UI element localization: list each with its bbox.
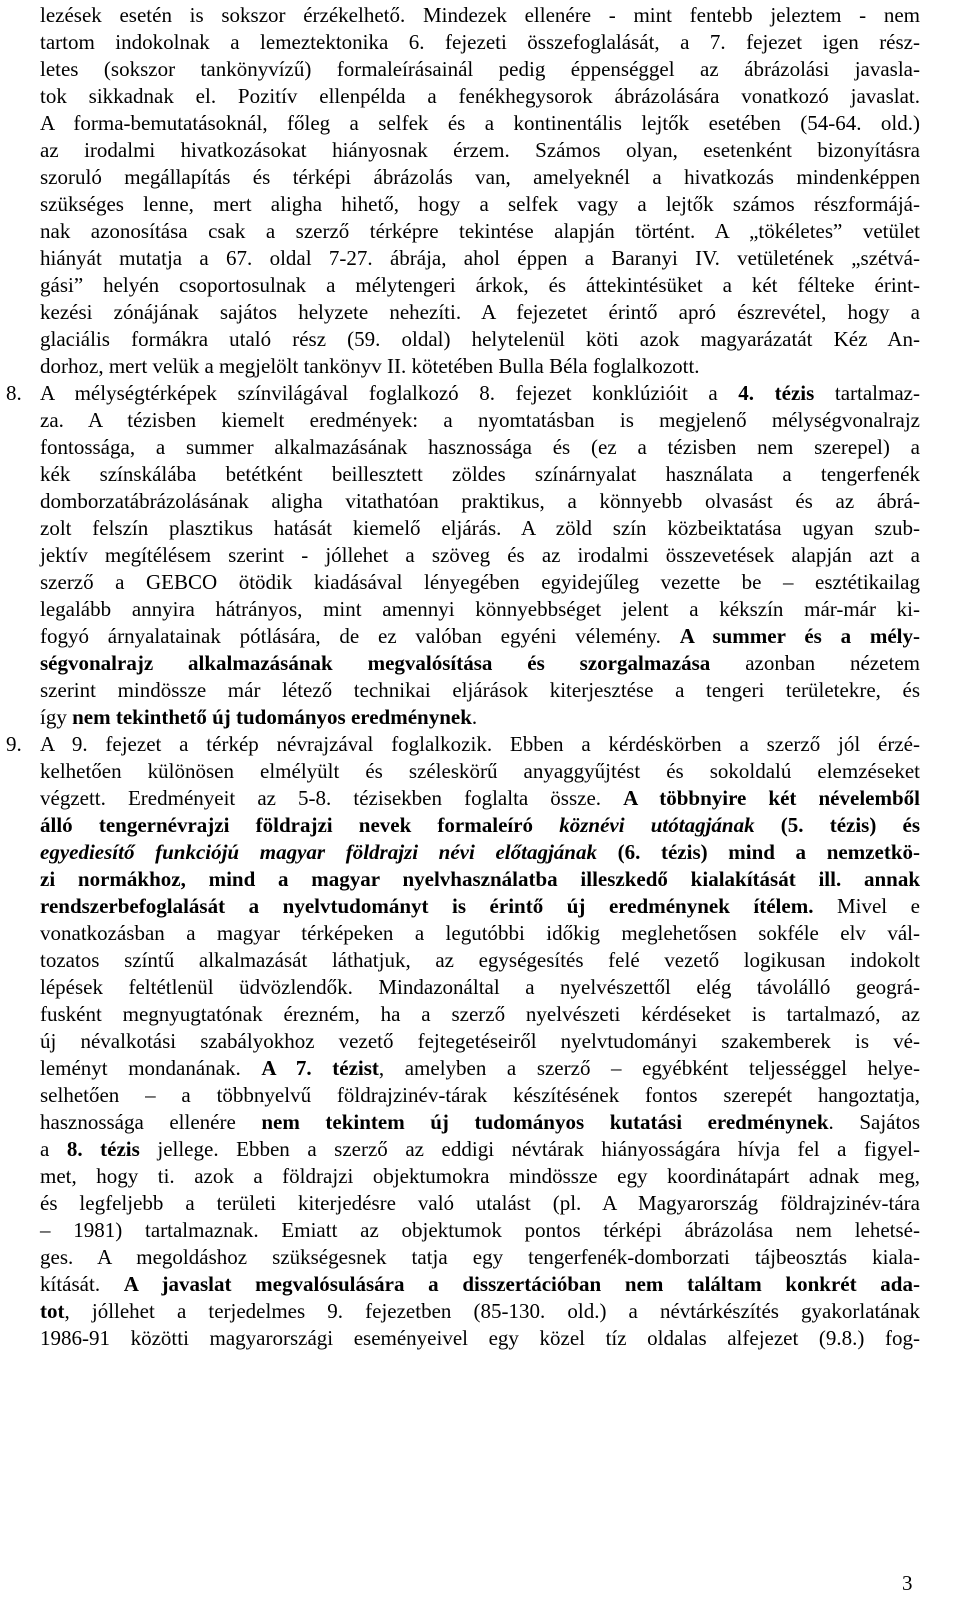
item9-line: ges. A megoldáshoz szükségesnek tatja egy tengerfenék-domborzati tájbeosztás kiala-: [40, 1245, 920, 1269]
item9-line: lépések feltétlenül üdvözlendők. Mindazonáltal a nyelvészettől elég távolálló geográ-: [40, 975, 920, 999]
item9-line: [40, 1271, 920, 1298]
item9-line: új névalkotási szabályokhoz vezető fejtegetéseiről nyelvtudományi szakemberek is vé-: [40, 1029, 920, 1053]
bold-span: (5. tézis) és: [754, 813, 920, 837]
item8-line: domborzatábrázolásának aligha vitathatóan praktikus, a könnyebb olvasást és az ábrá-: [40, 489, 920, 513]
item9-line: fusként megnyugtatónak érezném, ha a szerző nyelvészeti kérdéseket is tartalmazó, az: [40, 1002, 920, 1026]
item8-line: legalább annyira hátrányos, mint amennyi könnyebbséget jelent a kékszín már-már ki-: [40, 597, 920, 621]
bold-span: nem tekintem új tudományos kutatási eredménynek: [261, 1110, 829, 1134]
paragraph-line: szükséges lenne, mert aligha hihető, hogy a selfek vagy a lejtők számos részformájá-: [40, 192, 920, 216]
item-number: 8.: [6, 381, 22, 405]
text-span: fogyó árnyalatainak pótlására, de ez valóban egyéni vélemény.: [40, 624, 680, 648]
item-number: 9.: [6, 732, 22, 756]
item9-line: 1986-91 közötti magyarországi eseményeivel egy közel tíz oldalas alfejezet (9.8.) fog-: [40, 1326, 920, 1350]
item9-line: [40, 839, 920, 866]
item8-line: [40, 623, 920, 650]
paragraph-line: az irodalmi hivatkozásokat hiányosnak érzem. Számos olyan, esetenként bizonyításra: [40, 138, 920, 162]
item9-line: [40, 812, 920, 839]
item9-line: A 9. fejezet a térkép névrajzával foglalkozik. Ebben a kérdéskörben a szerző jól érzé-: [40, 732, 920, 756]
bold-italic-span: [40, 840, 597, 864]
text-span: , jóllehet a terjedelmes 9. fejezetben (85-130. old.) a névtárkészítés gyakorlatának: [64, 1299, 920, 1323]
text-span: így: [40, 705, 73, 729]
text-span: hasznossága ellenére: [40, 1110, 262, 1134]
item8-line: [40, 704, 920, 731]
bold-span: A többnyire két névelemből: [623, 786, 920, 810]
bold-italic-span: [559, 813, 754, 837]
text-span: a: [40, 1137, 67, 1161]
bold-span: tot: [40, 1299, 65, 1323]
item9-line: vonatkozásban a magyar térképeken a legutóbbi időkig meglehetősen sokféle elv vál-: [40, 921, 920, 945]
item8-line: zolt felszín plasztikus hatását kiemelő eljárás. A zöld szín közbeiktatása ugyan szub-: [40, 516, 920, 540]
item8-line: [40, 650, 920, 677]
text-span: azonban nézetem: [710, 651, 920, 675]
bold-span: 8. tézis: [66, 1137, 140, 1161]
paragraph-line: tok sikkadnak el. Pozitív ellenpélda a fenékhegysorok ábrázolására vonatkozó javaslat.: [40, 84, 920, 108]
item9-line: és legfeljebb a területi kiterjedésre való utalást (pl. A Magyarország földrajzinév-tára: [40, 1191, 920, 1215]
bold-span: zi normákhoz, mind a magyar nyelvhasználatba illeszkedő kialakítását ill. annak: [40, 867, 920, 891]
bold-span: (6. tézis) mind a nemzetkö-: [596, 840, 920, 864]
italic-span: köznévi utótagjának: [559, 813, 755, 837]
text-span: tartalmaz-: [814, 381, 920, 405]
paragraph-line: lezések esetén is sokszor érzékelhető. Mindezek ellenére - mint fentebb jeleztem - nem: [40, 3, 920, 27]
text-span: , amelyben a szerző – egyébként teljességgel helye-: [378, 1056, 920, 1080]
item9-line: [40, 1298, 920, 1325]
bold-span: 4. tézis: [738, 381, 815, 405]
paragraph-line: dorhoz, mert velük a megjelölt tankönyv II. kötetében Bulla Béla foglalkozott.: [40, 354, 700, 378]
item8-line: kék színskálába betétként beillesztett zöldes színárnyalat használata a tengerfenék: [40, 462, 920, 486]
paragraph-line: gási” helyén csoportosulnak a mélytengeri árkok, és áttekintésüket a két félteke érint-: [40, 273, 920, 297]
paragraph-line: nak azonosítása csak a szerző térképre tekintése alapján történt. A „tökéletes” vetület: [40, 219, 920, 243]
italic-span: egyediesítő funkciójú magyar földrajzi névi előtagjának: [40, 840, 597, 864]
item9-line: [40, 866, 920, 893]
text-span: kítását.: [40, 1272, 124, 1296]
paragraph-line: hiányát mutatja a 67. oldal 7-27. ábrája, ahol éppen a Baranyi IV. vetületének „szétvá-: [40, 246, 920, 270]
item8-line: szerző a GEBCO ötödik kiadásával lényegében egyidejűleg vezette be – esztétikailag: [40, 570, 920, 594]
item9-line: – 1981) tartalmaznak. Emiatt az objektumok pontos térképi ábrázolása nem lehetsé-: [40, 1218, 920, 1242]
paragraph-line: glaciális formákra utaló rész (59. oldal) helytelenül köti azok magyarázatát Kéz An-: [40, 327, 920, 351]
bold-span: ségvonalrajz alkalmazásának megvalósítása és szorgalmazása: [40, 651, 711, 675]
item9-line: [40, 785, 920, 812]
item9-line: tozatos színtű alkalmazását láthatjuk, az egységesítés felé vezető logikusan indokolt: [40, 948, 920, 972]
text-span: .: [471, 705, 478, 729]
item9-line: met, hogy ti. azok a földrajzi objektumokra mindössze egy koordinátapárt adnak meg,: [40, 1164, 920, 1188]
bold-span: rendszerbefoglalását a nyelvtudományt is érintő új eredménynek ítélem.: [40, 894, 814, 918]
text-span: végzett. Eredményeit az 5-8. tézisekben foglalta össze.: [40, 786, 624, 810]
item9-line: [40, 1109, 920, 1136]
paragraph-line: tartom indokolnak a lemeztektonika 6. fejezeti összefoglalását, a 7. fejezet igen rész-: [40, 30, 920, 54]
paragraph-line: letes (sokszor tankönyvízű) formaleírásainál pedig éppenséggel az ábrázolási javasla-: [40, 57, 920, 81]
paragraph-line: A forma-bemutatásoknál, főleg a selfek és a kontinentális lejtők esetében (54-64. old.): [40, 111, 920, 135]
item8-line: jektív megítélésem szerint - jóllehet a szöveg és az irodalmi összevetések alapján azt a: [40, 543, 920, 567]
text-span: leményt mondanának.: [40, 1056, 262, 1080]
bold-span: álló tengernévrajzi földrajzi nevek formaleíró: [40, 813, 560, 837]
page-number: 3: [902, 1571, 913, 1595]
bold-span: A 7. tézist: [261, 1056, 379, 1080]
bold-span: nem tekinthető új tudományos eredménynek: [72, 705, 472, 729]
text-span: . Sajátos: [828, 1110, 920, 1134]
item8-line: szerint mindössze már létező technikai eljárások kiterjesztése a tengeri területekre, és: [40, 678, 920, 702]
bold-span: A summer és a mély-: [679, 624, 920, 648]
bold-span: A javaslat megvalósulására a disszertációban nem találtam konkrét ada-: [123, 1272, 920, 1296]
item9-line: [40, 1055, 920, 1082]
item9-line: selhetően – a többnyelvű földrajzinév-tárak készítésének fontos szerepét hangoztatja,: [40, 1083, 920, 1107]
item8-line: za. A tézisben kiemelt eredmények: a nyomtatásban is megjelenő mélységvonalrajz: [40, 408, 920, 432]
paragraph-line: szoruló megállapítás és térképi ábrázolás van, amelyeknél a hivatkozás mindenképpen: [40, 165, 920, 189]
item9-line: [40, 893, 920, 920]
item9-line: kelhetően különösen elmélyült és széleskörű anyaggyűjtést és sokoldalú elemzéseket: [40, 759, 920, 783]
paragraph-line: kezési zónájának sajátos helyzete nehezíti. A fejezetet érintő apró észrevétel, hogy a: [40, 300, 920, 324]
item8-line: fontossága, a summer alkalmazásának hasznossága és (ez a tézisben nem szerepel) a: [40, 435, 920, 459]
item9-line: [40, 1136, 920, 1163]
text-span: Mivel e: [813, 894, 920, 918]
text-span: A mélységtérképek színvilágával foglalkozó 8. fejezet konklúzióit a: [40, 381, 739, 405]
item8-line: [40, 380, 920, 407]
text-span: jellege. Ebben a szerző az eddigi névtárak hiányosságára hívja fel a figyel-: [139, 1137, 920, 1161]
